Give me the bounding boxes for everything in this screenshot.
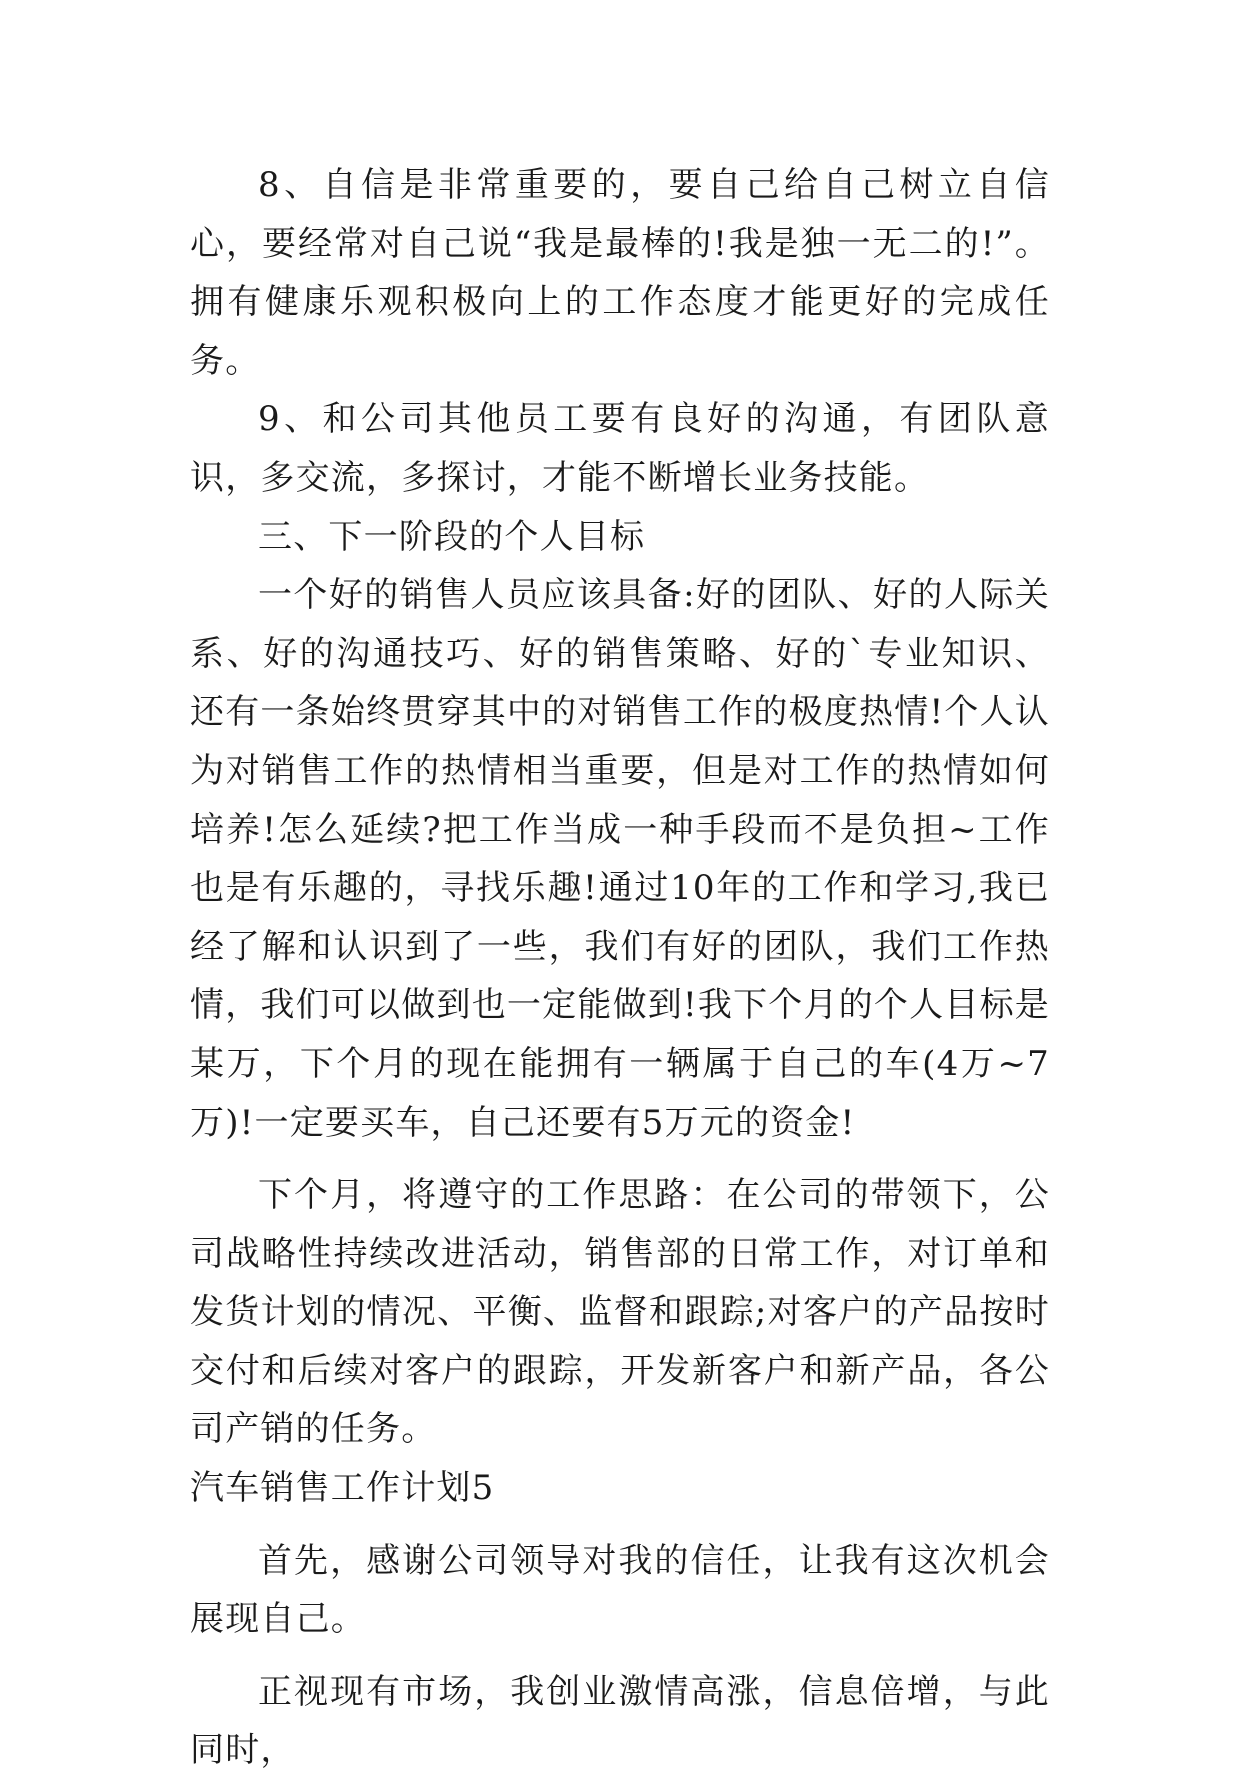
paragraph-item-9: 9、和公司其他员工要有良好的沟通，有团队意识，多交流，多探讨，才能不断增长业务技能。: [190, 399, 1050, 498]
paragraph-next-month-plan: 下个月，将遵守的工作思路：在公司的带领下，公司战略性持续改进活动，销售部的日常工作，对订单和发货计划的情况、平衡、监督和跟踪;对客户的产品按时交付和后续对客户的跟踪，开发新客户和新产品，各公司产销的任务。: [190, 1175, 1050, 1450]
section-title-plan-5: 汽车销售工作计划5: [190, 1468, 495, 1509]
paragraph-personal-goals: 一个好的销售人员应该具备:好的团队、好的人际关系、好的沟通技巧、好的销售策略、好的`专业知识、还有一条始终贯穿其中的对销售工作的极度热情!个人认为对销售工作的热情相当重要，但是对工作的热情如何培养!怎么延续?把工作当成一种手段而不是负担~工作也是有乐趣的，寻找乐趣!通过10年的工作和学习,我已经了解和认识到了一些，我们有好的团队，我们工作热情，我们可以做到也一定能做到!我下个月的个人目标是某万，下个月的现在能拥有一辆属于自己的车(4万~7万)!一定要买车，自己还要有5万元的资金!: [190, 575, 1050, 1143]
paragraph-item-8: 8、自信是非常重要的，要自己给自己树立自信心，要经常对自己说“我是最棒的!我是独一无二的!”。拥有健康乐观积极向上的工作态度才能更好的完成任务。: [190, 165, 1050, 381]
document-body: [190, 156, 1050, 1780]
paragraph-thanks: 首先，感谢公司领导对我的信任，让我有这次机会展现自己。: [190, 1540, 1050, 1640]
section-heading-next-stage-goals: 三、下一阶段的个人目标: [258, 516, 646, 557]
paragraph-market: 正视现有市场，我创业激情高涨，信息倍增，与此同时，: [190, 1671, 1050, 1771]
